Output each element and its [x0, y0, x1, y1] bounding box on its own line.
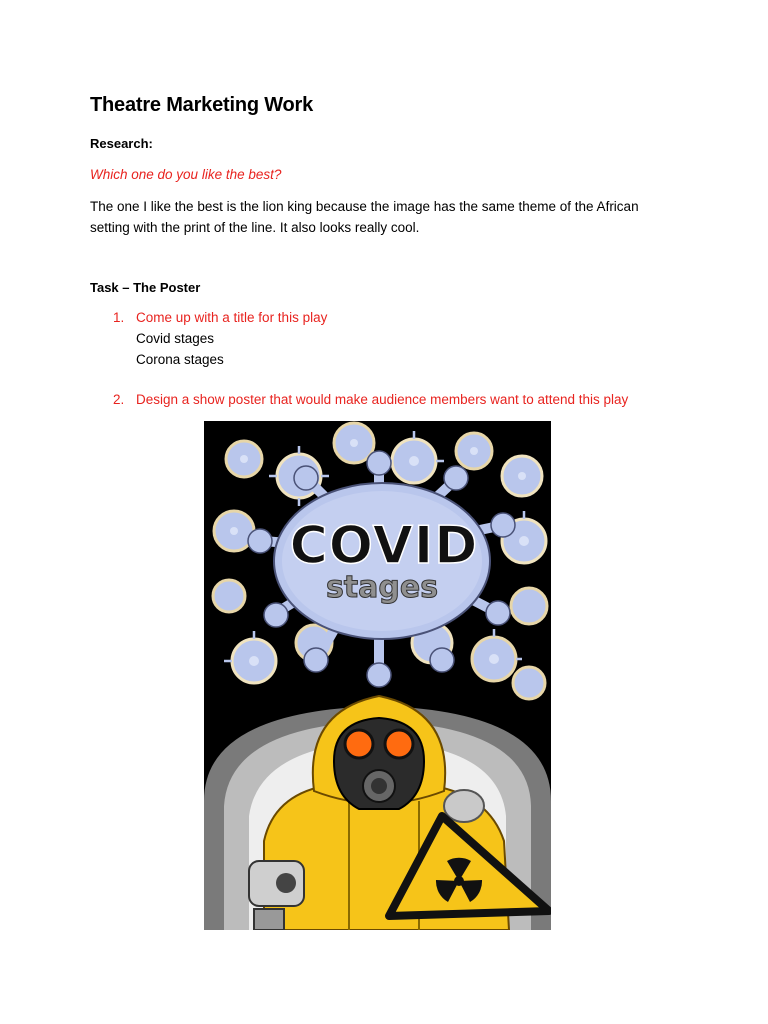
- list-item-2-prompt: Design a show poster that would make audience members want to attend this play: [136, 392, 629, 407]
- page-title: Theatre Marketing Work: [90, 94, 314, 116]
- task-label: Task – The Poster: [90, 280, 201, 295]
- show-poster-image: [204, 421, 551, 930]
- list-item-1-prompt: Come up with a title for this play: [136, 310, 328, 325]
- poster-subline: stages: [325, 570, 439, 605]
- list-item-1-answer-1: Covid stages: [136, 331, 215, 346]
- research-question: Which one do you like the best?: [90, 167, 282, 182]
- list-number-2: 2.: [113, 392, 125, 407]
- research-answer: The one I like the best is the lion king because the image has the same theme of the African setting with the print of the line. It also looks really cool.: [90, 199, 639, 235]
- poster-headline: COVID: [289, 516, 479, 576]
- list-item-1-answer-2: Corona stages: [136, 352, 224, 367]
- research-label: Research:: [90, 136, 153, 151]
- list-number-1: 1.: [113, 310, 125, 325]
